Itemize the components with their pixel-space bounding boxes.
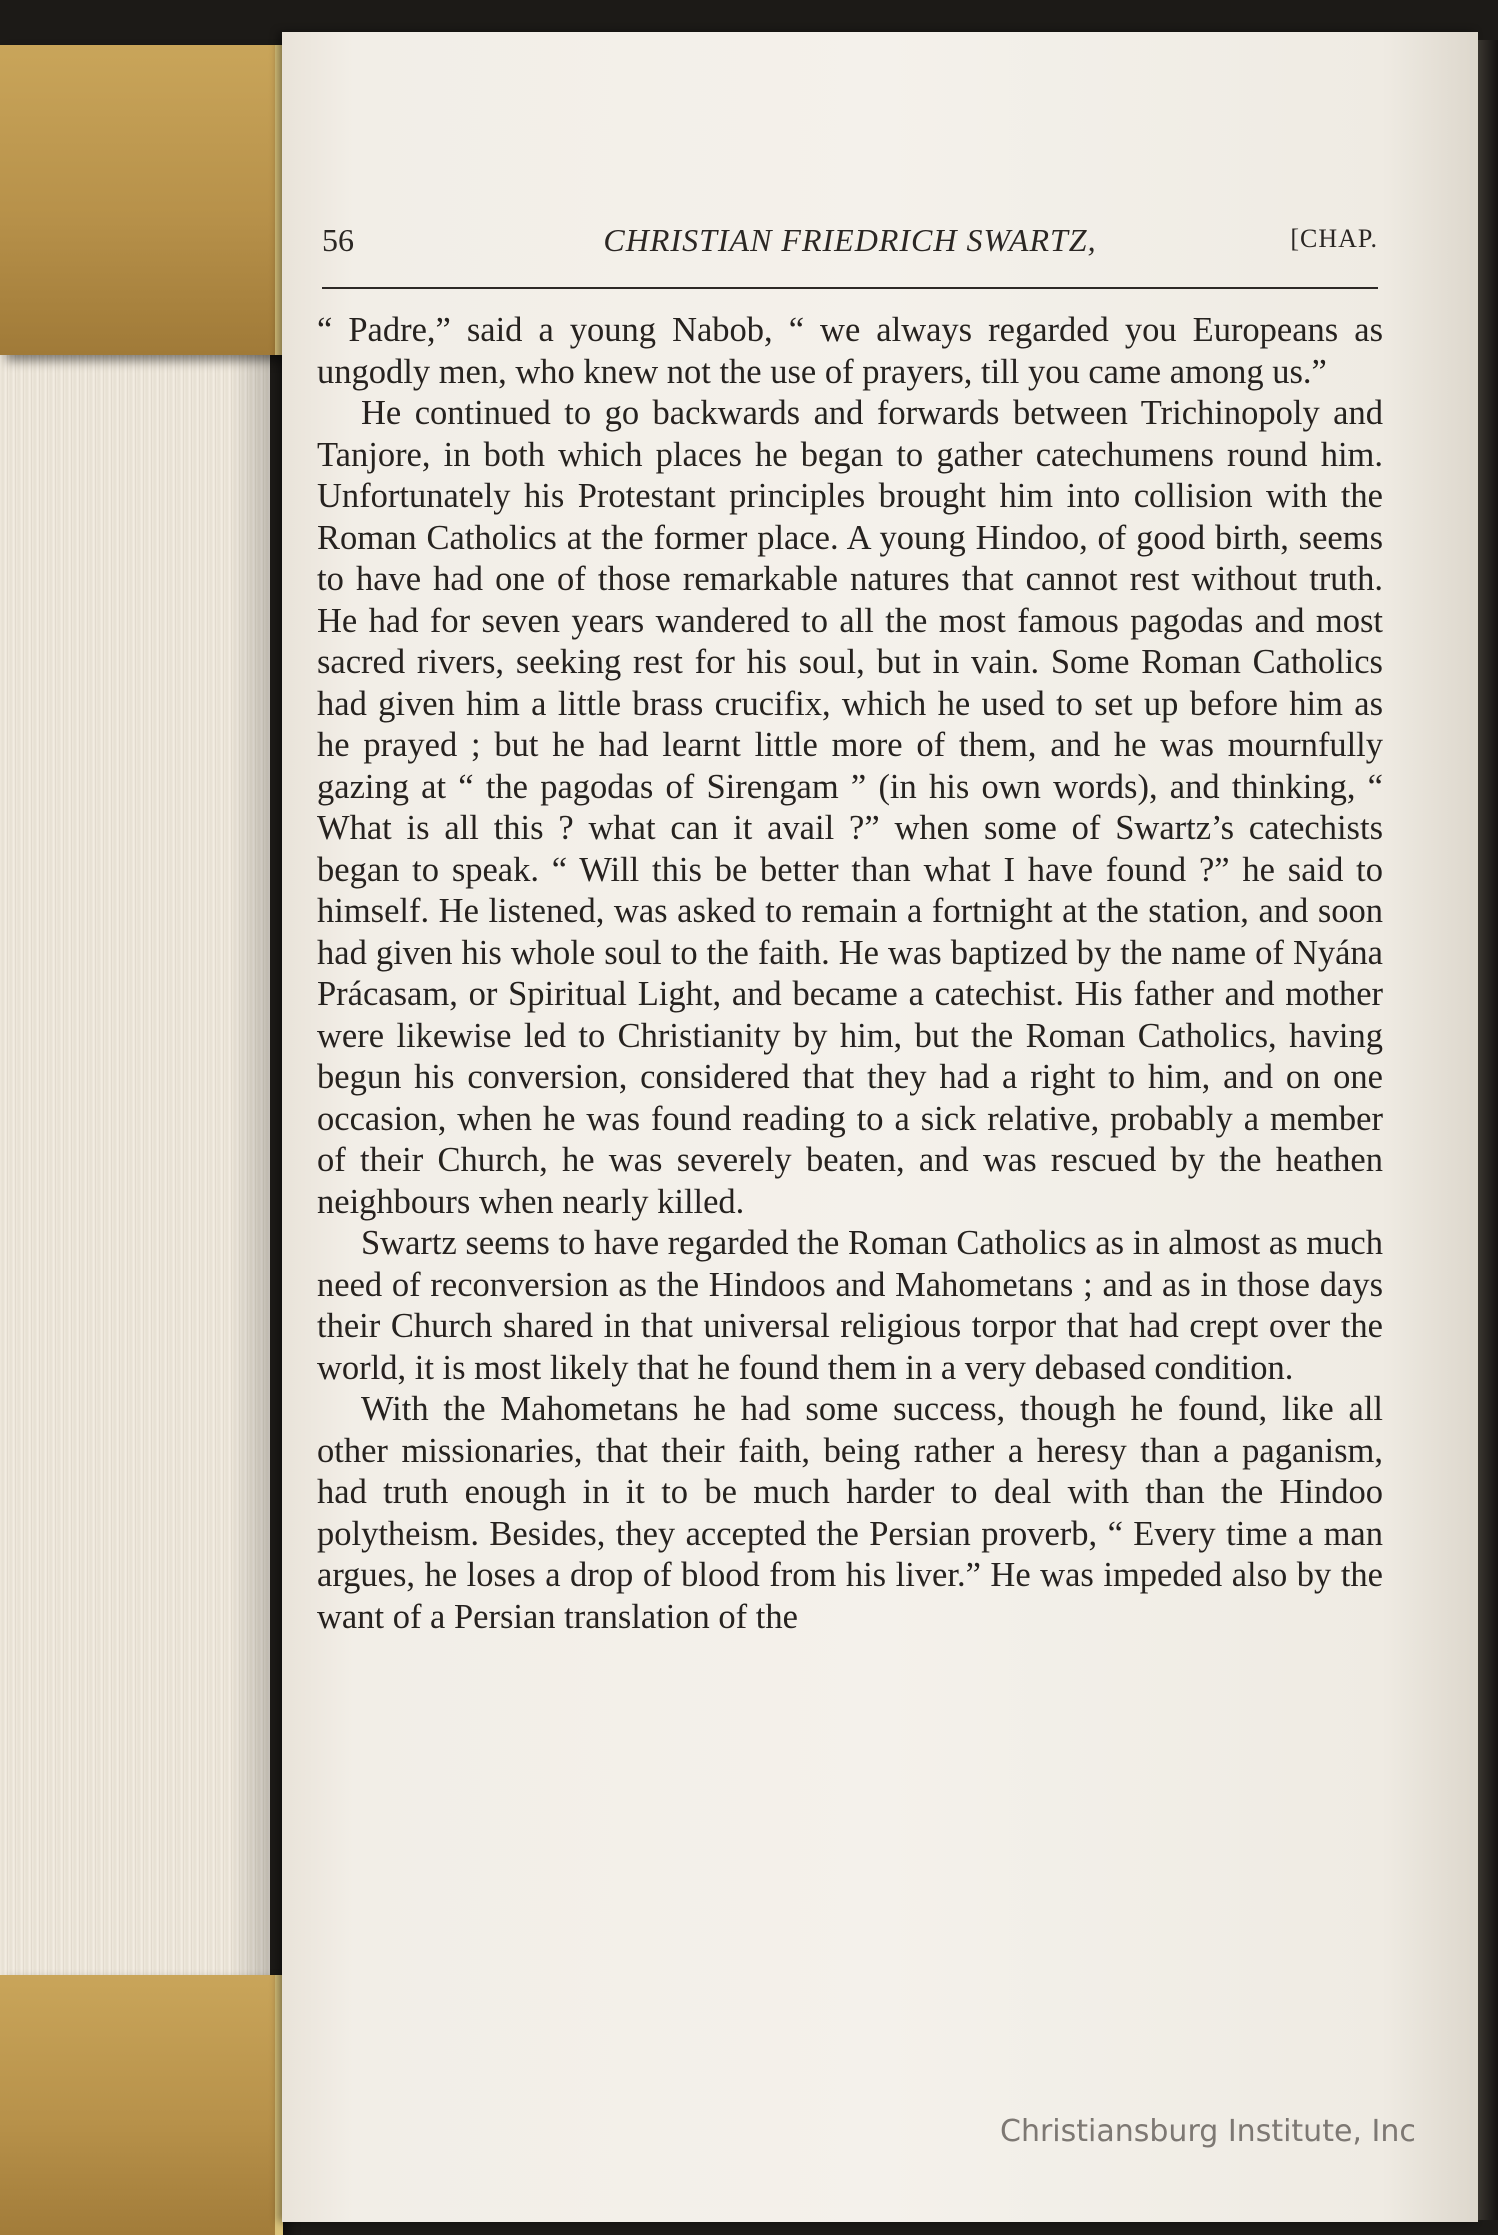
page-number: 56 [322,222,354,258]
page-header [322,222,1378,272]
body-text [317,310,1383,1638]
paragraph-3: Swartz seems to have regarded the Roman Catholics as in almost as much need of reconversion as the Hindoos and Mahometans ; and as in those days their Church shared in that universal religious torpor that had crept over the world, it is most likely that he found them in a very debased condition. [317,1224,1383,1387]
watermark-text: Christiansburg Institute, Inc [1000,2114,1416,2149]
page-stack-edge [0,350,270,1990]
book-page [282,32,1478,2222]
top-gold-tab [0,45,283,355]
chapter-mark: [CHAP. [1290,224,1378,253]
paragraph-2: He continued to go backwards and forwards between Trichinopoly and Tanjore, in both which places he began to gather catechumens round him. Unfortunately his Protestant principles brought him into collision with the Roman Catholics at the former place. A young Hindoo, of good birth, seems to have had one of those remarkable natures that cannot rest without truth. He had for seven years wandered to all the most famous pagodas and most sacred rivers, seeking rest for his soul, but in vain. Some Roman Catholics had given him a little brass crucifix, which he used to set up before him as he prayed ; but he had learnt little more of them, and he was mournfully gazing at “ the pagodas of Sirengam ” (in his own words), and thinking, “ What is all this ? what can it avail ?” when some of Swartz’s catechists began to speak. “ Will this be better than what I have found ?” he said to himself. He listened, was asked to remain a fortnight at the station, and soon had given his whole soul to the faith. He was baptized by the name of Nyána Prácasam, or Spiritual Light, and became a catechist. His father and mother were likewise led to Christianity by him, but the Roman Catholics, having begun his conversion, considered that they had a right to him, and on one occasion, when he was found reading to a sick relative, probably a member of their Church, he was severely beaten, and was rescued by the heathen neighbours when nearly killed. [317,394,1383,1221]
paragraph-4: With the Mahometans he had some success, though he found, like all other missionaries, that their faith, being rather a heresy than a paganism, had truth enough in it to be much harder to deal with than the Hindoo polytheism. Besides, they accepted the Persian proverb, “ Every time a man argues, he loses a drop of blood from his liver.” He was impeded also by the want of a Persian translation of the [317,1390,1383,1636]
paragraph-1: “ Padre,” said a young Nabob, “ we always regarded you Europeans as ungodly men, who knew not the use of prayers, till you came among us.” [317,311,1383,391]
header-rule [322,287,1378,289]
running-title: CHRISTIAN FRIEDRICH SWARTZ, [603,222,1097,258]
right-page-edge [1478,40,1498,2220]
bottom-gold-tab [0,1975,283,2235]
